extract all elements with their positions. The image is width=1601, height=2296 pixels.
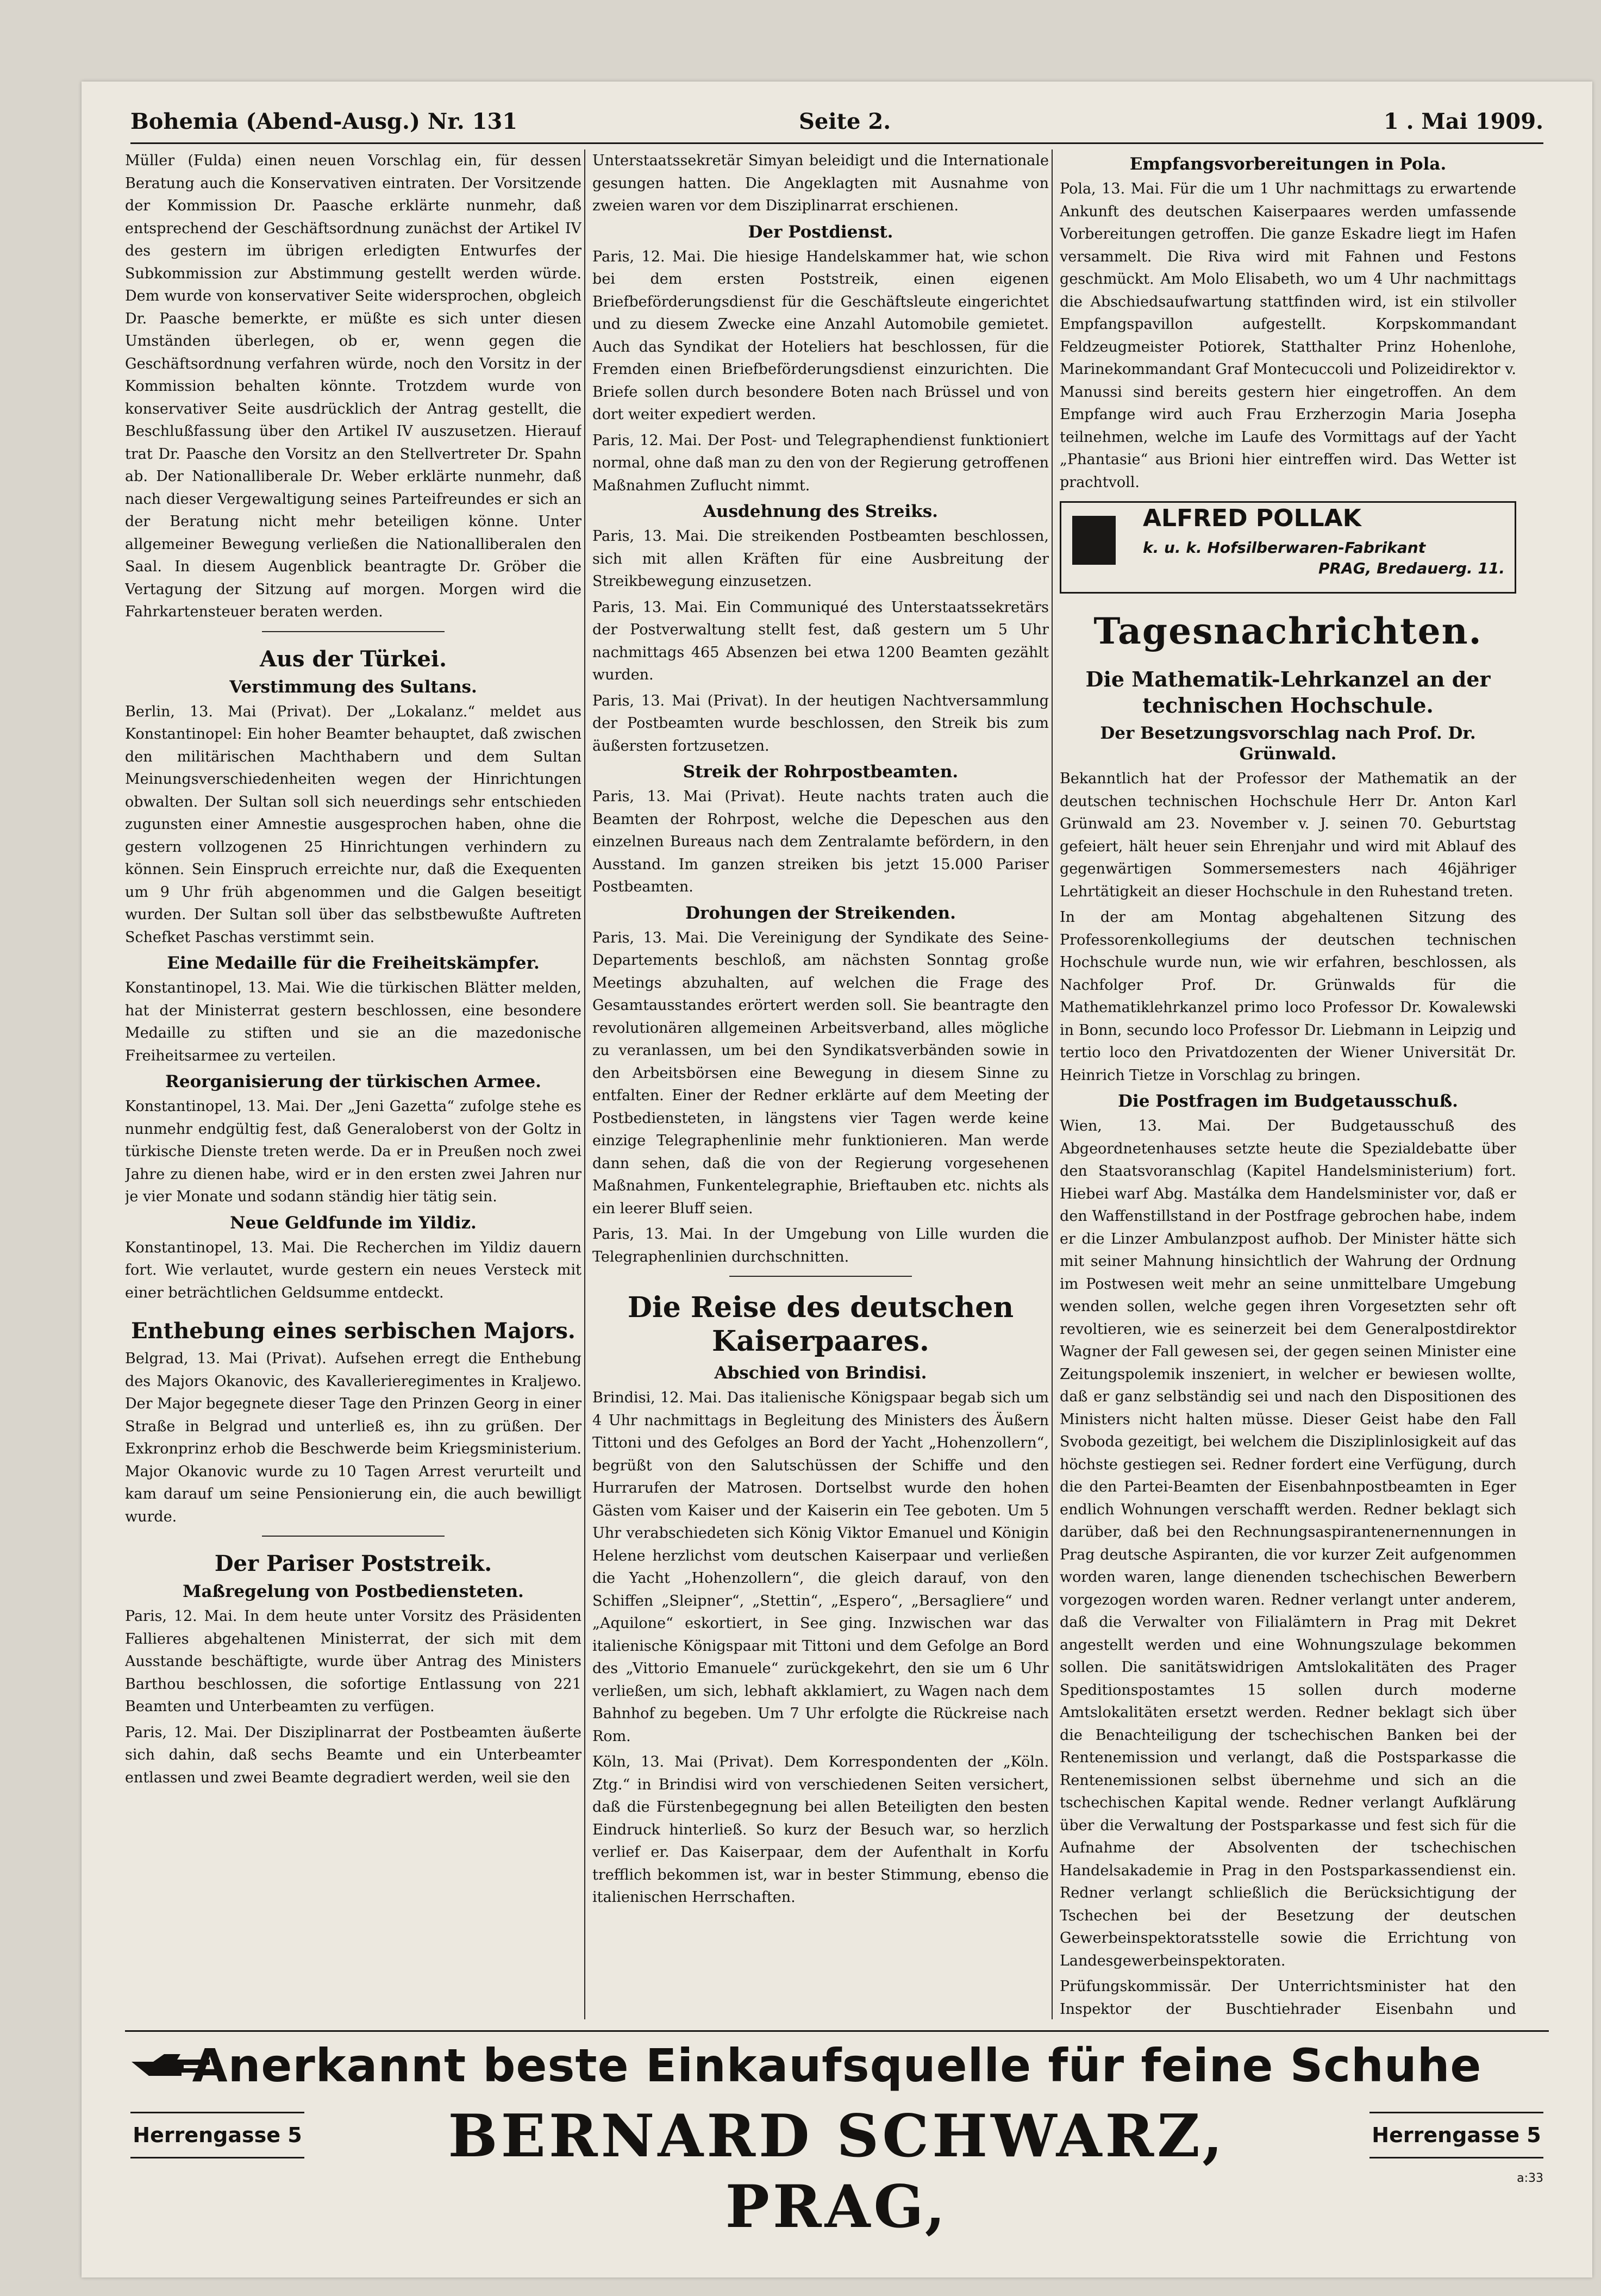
article-text: In der am Montag abgehaltenen Sitzung des Professorenkollegiums der deutschen technischen Hochschule wurde nun, wie wir erfahren, beschlossen, als Nachfolger Prof. Dr. Grünwalds für die Mathematiklehrkanzel primo loco Professor Dr. Kowalewski in Bonn, secundo loco Professor Dr. Liebmann in Leipzig und tertio loco den Privatdozenten der Wiener Universität Dr. Heinrich Tietze in Vorschlag zu bringen. [1060, 909, 1516, 1084]
article-text: Paris, 13. Mai (Privat). Heute nachts traten auch die Beamten der Rohrpost, welche die Depeschen aus den einzelnen Bureaus nach dem Zentralamte befördern, in den Ausstand. Im ganzen streiken bis jetzt 15.000 Pariser Postbeamten. [592, 788, 1049, 895]
article-heading: Drohungen der Streikenden. [685, 903, 956, 923]
column-divider [1052, 149, 1053, 2019]
section-title: Tagesnachrichten. [1093, 610, 1483, 652]
article-heading: Neue Geldfunde im Yildiz. [230, 1213, 477, 1233]
ad-name: ALFRED POLLAK [1143, 504, 1361, 532]
article-text: Konstantinopel, 13. Mai. Wie die türkischen Blätter melden, hat der Ministerrat gestern beschlossen, eine besondere Medaille zu stiften und sie an die mazedonische Freiheitsarmee zu verteilen. [125, 979, 581, 1064]
divider [729, 1276, 912, 1277]
article-text: Paris, 12. Mai. Die hiesige Handelskammer hat, wie schon bei dem ersten Poststreik, einen eigenen Briefbeförderungsdienst für die Geschäftsleute eingerichtet und zu diesem Zwecke eine Anzahl Automobile gemietet. Auch das Syndikat der Hoteliers hat beschlossen, für die Fremden einen Briefbeförderungsdienst einzurichten. Die Briefe sollen durch besondere Boten nach Brüssel und von dort weiter expediert werden. [592, 248, 1049, 423]
footer-company-name: BERNARD SCHWARZ, PRAG, [448, 2102, 1226, 2241]
column-2 [592, 149, 1049, 2019]
article-text: Bekanntlich hat der Professor der Mathematik an der deutschen technischen Hochschule Herr Dr. Anton Karl Grünwald am 23. November v. J. seinen 70. Geburtstag gefeiert, hält heuer sein Ehrenjahr und wird mit Ablauf des gegenwärtigen Sommersemesters nach 46jähriger Lehrtätigkeit an dieser Hochschule in den Ruhestand treten. [1060, 770, 1516, 900]
divider [262, 631, 445, 632]
article-text: Konstantinopel, 13. Mai. Die Recherchen im Yildiz dauern fort. Wie verlautet, wurde gestern ein neues Versteck mit einer beträchtlichen Geldsumme entdeckt. [125, 1239, 581, 1301]
ad-subtitle: k. u. k. Hofsilberwaren-Fabrikant [1143, 539, 1426, 557]
newspaper-page [82, 82, 1592, 2278]
article-text: Paris, 13. Mai (Privat). In der heutigen Nachtversammlung der Postbeamten wurde beschlossen, den Streik bis zum äußersten fortzusetzen. [592, 692, 1049, 754]
article-text: Unterstaatssekretär Simyan beleidigt und die Internationale gesungen hatten. Die Angeklagten mit Ausnahme von zweien waren vor dem Disziplinarrat erschienen. [592, 152, 1049, 214]
article-heading: Reorganisierung der türkischen Armee. [165, 1072, 541, 1091]
article-heading: Eine Medaille für die Freiheitskämpfer. [167, 953, 540, 973]
article-heading: Verstimmung des Sultans. [229, 677, 477, 697]
article-text: Pola, 13. Mai. Für die um 1 Uhr nachmittags zu erwartende Ankunft des deutschen Kaiserpaares werden umfassende Vorbereitungen getroffen. Die ganze Eskadre liegt im Hafen versammelt. Die Riva wird mit Fahnen und Festons geschmückt. Am Molo Elisabeth, wo um 4 Uhr nachmittags die Abschiedsaufwartung stattfinden wird, ist ein stilvoller Empfangspavillon aufgestellt. Korpskommandant Feldzeugmeister Potiorek, Statthalter Prinz Hohenlohe, Marinekommandant Graf Montecuccoli und Polizeidirektor v. Manussi sind bereits gestern hier eingetroffen. An dem Empfange wird auch Frau Erzherzogin Maria Josepha teilnehmen, welche im Laufe des Vormittags auf der Yacht „Phantasie“ aus Brioni hier eintreffen wird. Das Wetter ist prachtvoll. [1060, 180, 1516, 491]
footer-tagline: Anerkannt beste Einkaufsquelle für feine Schuhe [192, 2039, 1482, 2092]
footer-address-right: Herrengasse 5 [1369, 2112, 1543, 2158]
footer-code: a:33 [1517, 2172, 1543, 2185]
article-text: Brindisi, 12. Mai. Das italienische Königspaar begab sich um 4 Uhr nachmittags in Begleitung des Ministers des Äußern Tittoni und des Gefolges an Bord der Yacht „Hohenzollern“, begrüßt von den Salutschüssen der Schiffe und den Hurrarufen der Matrosen. Dortselbst wurde den hohen Gästen vom Kaiser und der Kaiserin ein Tee geboten. Um 5 Uhr verabschiedeten sich König Viktor Emanuel und Königin Helene herzlichst vom deutschen Kaiserpaar und verließen die Yacht „Hohenzollern“, die gleich darauf, von den Schiffen „Sleipner“, „Stettin“, „Espero“, „Bersagliere“ und „Aquilone“ eskortiert, in See ging. Inzwischen war das italienische Königspaar mit Tittoni und dem Gefolge an Bord des „Vittorio Emanuele“ zurückgekehrt, den sie um 6 Uhr verließen, um sich, lebhaft akklamiert, zu Wagen nach dem Bahnhof zu begeben. Um 7 Uhr erfolgte die Rückreise nach Rom. [592, 1389, 1049, 1745]
article-text: Paris, 12. Mai. In dem heute unter Vorsitz des Präsidenten Fallieres abgehaltenen Ministerrat, der sich mit dem Ausstande beschäftigte, wurde über Antrag des Ministers Barthou beschlossen, die sofortige Entlassung von 221 Beamten und Unterbeamten zu verfügen. [125, 1608, 581, 1715]
section-heading: Die Reise des deutschen Kaiserpaares. [627, 1291, 1014, 1358]
section-heading: Die Mathematik-Lehrkanzel an der technischen Hochschule. [1085, 667, 1491, 718]
header-rule [130, 142, 1543, 144]
article-text: Paris, 12. Mai. Der Post- und Telegraphendienst funktioniert normal, ohne daß man zu den von der Regierung getroffenen Maßnahmen Zuflucht nimmt. [592, 432, 1049, 494]
divider [262, 1536, 445, 1537]
article-text: Paris, 13. Mai. Ein Communiqué des Unterstaatssekretärs der Postverwaltung stellt fest, daß gestern um 5 Uhr nachmittags 465 Absenzen bei etwa 1200 Beamten gezählt wurden. [592, 598, 1049, 683]
crown-logo-icon [1072, 516, 1116, 565]
article-text: Müller (Fulda) einen neuen Vorschlag ein, für dessen Beratung auch die Konservativen eintraten. Der Vorsitzende der Kommission Dr. Paasche erklärte nunmehr, daß entsprechend der Geschäftsordnung zunächst der Artikel IV des gestern im übrigen erledigten Entwurfes der Subkommission zur Abstimmung gestellt werden würde. Dem wurde von konservativer Seite widersprochen, obgleich Dr. Paasche bemerkte, er müßte es sich unter diesen Umständen überlegen, ob er, wenn gegen die Geschäftsordnung verfahren würde, noch den Vorsitz in der Kommission behalten könnte. Trotzdem wurde von konservativer Seite ausdrücklich der Antrag gestellt, die Beschlußfassung über den Artikel IV auszusetzen. Hierauf trat Dr. Paasche den Vorsitz an den Stellvertreter Dr. Spahn ab. Der Nationalliberale Dr. Weber erklärte nunmehr, daß nach dieser Vergewaltigung seines Parteifreundes er sich an der Beratung nicht mehr beteiligen könne. Unter allgemeiner Bewegung verließen die Nationalliberalen den Saal. In diesem Augenblick beantragte Dr. Gröber die Vertagung der Sitzung auf morgen. Morgen wird die Fahrkartensteuer beraten werden. [125, 152, 581, 620]
article-heading: Streik der Rohrpostbeamten. [683, 762, 959, 782]
article-text: Paris, 13. Mai. In der Umgebung von Lille wurden die Telegraphenlinien durchschnitten. [592, 1226, 1049, 1265]
page-header [130, 103, 1543, 141]
advertisement-pollak [1060, 501, 1516, 594]
column-1 [125, 149, 581, 2019]
header-page-number: Seite 2. [799, 109, 891, 134]
article-heading: Der Postdienst. [748, 222, 893, 242]
footer-rule [125, 2030, 1549, 2032]
ad-address: PRAG, Bredauerg. 11. [1318, 559, 1505, 577]
header-date: 1 . Mai 1909. [1383, 109, 1543, 134]
article-heading: Abschied von Brindisi. [714, 1363, 927, 1383]
section-heading: Aus der Türkei. [259, 646, 447, 672]
article-text: Paris, 13. Mai. Die streikenden Postbeamten beschlossen, sich mit allen Kräften für eine Ausbreitung der Streikbewegung einzusetzen. [592, 528, 1049, 590]
article-heading: Ausdehnung des Streiks. [703, 502, 938, 521]
article-text: Prüfungskommissär. Der Unterrichtsminister hat den Inspektor der Buschtiehrader Eisenbahn und [1060, 1978, 1516, 2018]
header-masthead: Bohemia (Abend-Ausg.) Nr. 131 [130, 109, 518, 134]
article-heading: Maßregelung von Postbediensteten. [183, 1582, 524, 1601]
column-divider [584, 149, 585, 2019]
article-text: Paris, 12. Mai. Der Disziplinarrat der Postbeamten äußerte sich dahin, daß sechs Beamte und ein Unterbeamter entlassen und zwei Beamte degradiert werden, weil sie den [125, 1724, 581, 1786]
article-text: Paris, 13. Mai. Die Vereinigung der Syndikate des Seine-Departements beschloß, am nächsten Sonntag große Meetings abzuhalten, auf welchen die Frage des Gesamtausstandes erörtert werden soll. Sie beantragte den revolutionären allgemeinen Arbeitsverband, alles mögliche zu veranlassen, um bei den Syndikatsverbänden sowie in den Arbeitsbörsen eine Bewegung in diesem Sinne zu entfalten. Einer der Redner erklärte auf dem Meeting der Postbediensteten, in längstens vier Tagen werde keine einzige Telegraphenlinie mehr funktionieren. Man werde dann sehen, daß die von der Regierung vorgesehenen Maßnahmen, Funkentelegraphie, Brieftauben etc. nichts als ein leerer Bluff seien. [592, 929, 1049, 1217]
section-heading: Der Pariser Poststreik. [214, 1551, 492, 1576]
article-heading: Empfangsvorbereitungen in Pola. [1129, 154, 1447, 174]
footer-address-left: Herrengasse 5 [130, 2112, 304, 2158]
section-heading: Enthebung eines serbischen Majors. [131, 1318, 576, 1344]
article-text: Konstantinopel, 13. Mai. Der „Jeni Gazetta“ zufolge stehe es nunmehr endgültig fest, daß Generaloberst von der Goltz in türkische Dienste treten werde. Da er in Preußen noch zwei Jahre zu dienen habe, wird er in den ersten zwei Jahren nur je vier Monate und sodann ständig hier tätig sein. [125, 1098, 581, 1205]
article-text: Köln, 13. Mai (Privat). Dem Korrespondenten der „Köln. Ztg.“ in Brindisi wird von verschiedenen Seiten versichert, daß die Fürstenbegegnung bei allen Beteiligten den besten Eindruck hinterließ. So kurz der Besuch war, so herzlich verlief er. Das Kaiserpaar, dem der Aufenthalt in Korfu trefflich bekommen ist, war in bester Stimmung, ebenso die italienischen Herrschaften. [592, 1754, 1049, 1906]
article-text: Wien, 13. Mai. Der Budgetausschuß des Abgeordnetenhauses setzte heute die Spezialdebatte über den Staatsvoranschlag (Kapitel Handelsministerium) fort. Hiebei warf Abg. Mastálka dem Handelsminister vor, daß er den Waffenstillstand in der Postfrage gebrochen habe, indem er die Linzer Ambulanzpost aufhob. Der Minister hätte sich mit seiner Mahnung hinsichtlich der Wahrung der Ordnung im Postwesen weit mehr an seine unmittelbare Umgebung wenden sollen, welche gegen ihren Vorgesetzten sehr oft revoltieren, wie es seinerzeit bei dem Generalpostdirektor Wagner der Fall gewesen sei, der gegen seinen Minister eine Zeitungspolemik inszeniert, in welcher er bewiesen wollte, daß er ganz selbständig sei und nach den Dispositionen des Ministers nicht halten müsse. Dieser Geist habe den Fall Svoboda gezeitigt, bei welchem die Disziplinlosigkeit auf das höchste gestiegen sei. Redner fordert eine Verfügung, durch die den Partei-Beamten der Eisenbahnpostbeamten in Eger endlich Wohnungen verschafft werden. Redner beklagt sich darüber, daß bei den Rechnungsaspirantenernennungen in Prag deutsche Aspiranten, die vor kurzer Zeit aufgenommen worden waren, lange dienenden tschechischen Bewerbern vorgezogen worden waren. Redner verlangt unter anderem, daß die Verwalter von Filialämtern in Prag mit Dekret angestellt werden und eine Wohnungszulage bekommen sollen. Die sanitätswidrigen Amtslokalitäten des Prager Speditionspostamtes 15 sollen durch moderne Amtslokalitäten ersetzt werden. Redner beklagt sich über die Benachteiligung der tschechischen Banken bei der Rentenemission und verlangt, daß die Postsparkasse die Rentenemissionen selbst übernehme und sich an die tschechischen Kapital wende. Redner verlangt Aufklärung über die Verwaltung der Postsparkasse und fest sich für die Aufnahme der Absolventen der tschechischen Handelsakademie in Prag in den Postsparkassendienst ein. Redner verlangt schließlich die Berücksichtigung der Tschechen bei der Besetzung der deutschen Gewerbeinspektoratsstelle sowie die Errichtung von Landesgewerbeinspektoraten. [1060, 1118, 1516, 1969]
article-text: Belgrad, 13. Mai (Privat). Aufsehen erregt die Enthebung des Majors Okanovic, des Kavallerieregimentes in Kraljewo. Der Major begegnete dieser Tage den Prinzen Georg in einer Straße in Belgrad und unterließ es, ihn zu grüßen. Der Exkronprinz erhob die Beschwerde beim Kriegsministerium. Major Okanovic wurde zu 10 Tagen Arrest verurteilt und kam darauf um seine Pensionierung ein, die auch bewilligt wurde. [125, 1350, 581, 1525]
article-text: Berlin, 13. Mai (Privat). Der „Lokalanz.“ meldet aus Konstantinopel: Ein hoher Beamter behauptet, daß zwischen den militärischen Machthabern und dem Sultan Meinungsverschiedenheiten wegen der Hinrichtungen obwalten. Der Sultan soll sich neuerdings sehr entschieden zugunsten einer Amnestie ausgesprochen haben, ohne die gestern vollzogenen 25 Hinrichtungen verhindern zu können. Sein Einspruch erreichte nur, daß die Exequenten um 9 Uhr früh abgenommen und die Galgen beseitigt wurden. Der Sultan soll über das selbstbewußte Auftreten Schefket Paschas verstimmt sein. [125, 703, 581, 946]
article-heading: Der Besetzungsvorschlag nach Prof. Dr. Grünwald. [1100, 723, 1476, 764]
column-3 [1060, 149, 1516, 2019]
article-heading: Die Postfragen im Budgetausschuß. [1118, 1091, 1458, 1111]
